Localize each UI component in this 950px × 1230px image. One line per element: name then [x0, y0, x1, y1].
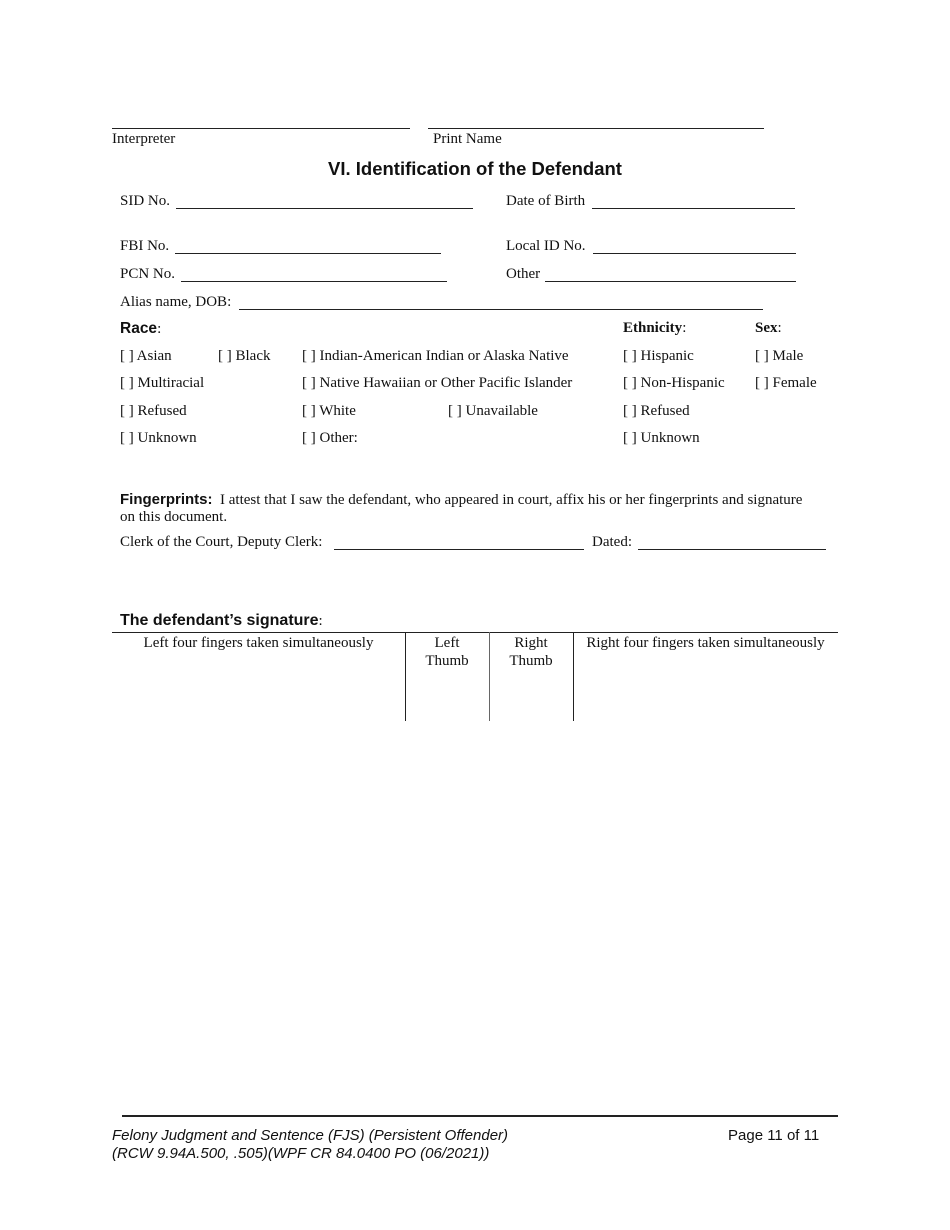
sid-label: SID No.	[120, 193, 171, 209]
footer-page-number: Page 11 of 11	[728, 1127, 820, 1144]
footer-form-title: Felony Judgment and Sentence (FJS) (Persistent Offender)	[112, 1127, 509, 1144]
right-thumb-box[interactable]	[489, 634, 573, 670]
dob-label: Date of Birth	[506, 193, 586, 209]
fingerprints-label: Fingerprints:	[120, 491, 213, 508]
signature-heading	[120, 612, 323, 630]
left-thumb-label-1: Left	[434, 635, 460, 651]
dated-field[interactable]	[638, 549, 826, 550]
ethnicity-label: Ethnicity	[623, 320, 683, 336]
ethnicity-unknown-checkbox[interactable]: [ ] Unknown	[623, 430, 700, 446]
section-title: VI. Identification of the Defendant	[328, 158, 622, 179]
race-asian-checkbox[interactable]: [ ] Asian	[120, 348, 172, 364]
interpreter-signature-line[interactable]	[112, 128, 410, 129]
race-colon: :	[157, 321, 162, 337]
race-indian-checkbox[interactable]: [ ] Indian-American Indian or Alaska Native	[302, 348, 569, 364]
left-thumb-box[interactable]	[405, 634, 489, 670]
other-field[interactable]	[545, 281, 796, 282]
ethnicity-refused-checkbox[interactable]: [ ] Refused	[623, 403, 690, 419]
footer-form-code: (RCW 9.94A.500, .505)(WPF CR 84.0400 PO (06/2021))	[112, 1145, 490, 1162]
race-other-checkbox[interactable]: [ ] Other:	[302, 430, 358, 446]
race-white-checkbox[interactable]: [ ] White	[302, 403, 356, 419]
fbi-label: FBI No.	[120, 238, 170, 254]
local-id-label: Local ID No.	[506, 238, 586, 254]
race-unknown-checkbox[interactable]: [ ] Unknown	[120, 430, 197, 446]
other-label: Other	[506, 266, 541, 282]
signature-label: The defendant’s signature	[120, 612, 319, 629]
sex-label: Sex	[755, 320, 778, 336]
race-multiracial-checkbox[interactable]: [ ] Multiracial	[120, 375, 205, 391]
sid-field[interactable]	[176, 208, 473, 209]
ethnicity-hispanic-checkbox[interactable]: [ ] Hispanic	[623, 348, 694, 364]
signature-line[interactable]	[112, 632, 838, 633]
race-unavailable-checkbox[interactable]: [ ] Unavailable	[448, 403, 538, 419]
dated-label: Dated:	[592, 534, 632, 550]
ethnicity-colon: :	[682, 320, 687, 336]
clerk-signature-field[interactable]	[334, 549, 584, 550]
right-thumb-label-1: Right	[514, 635, 548, 651]
sex-heading	[755, 320, 782, 337]
right-four-fingers-box[interactable]: Right four fingers taken simultaneously	[586, 635, 825, 651]
ethnicity-heading	[623, 320, 686, 337]
fingerprints-text-line2: on this document.	[120, 509, 228, 525]
fingerprints-text-line1: I attest that I saw the defendant, who appeared in court, affix his or her fingerprints and signature	[220, 492, 803, 508]
race-hawaiian-checkbox[interactable]: [ ] Native Hawaiian or Other Pacific Islander	[302, 375, 573, 391]
print-name-label: Print Name	[433, 131, 502, 147]
signature-colon: :	[318, 613, 323, 629]
local-id-field[interactable]	[593, 253, 796, 254]
clerk-label: Clerk of the Court, Deputy Clerk:	[120, 534, 323, 550]
fbi-field[interactable]	[175, 253, 441, 254]
right-thumb-label-2: Thumb	[509, 653, 553, 669]
print-name-line[interactable]	[428, 128, 764, 129]
left-four-fingers-box[interactable]: Left four fingers taken simultaneously	[143, 635, 374, 651]
pcn-label: PCN No.	[120, 266, 176, 282]
footer-rule	[122, 1115, 838, 1117]
sex-female-checkbox[interactable]: [ ] Female	[755, 375, 817, 391]
dob-field[interactable]	[592, 208, 795, 209]
sex-male-checkbox[interactable]: [ ] Male	[755, 348, 804, 364]
pcn-field[interactable]	[181, 281, 447, 282]
alias-label: Alias name, DOB:	[120, 294, 232, 310]
interpreter-label: Interpreter	[112, 131, 176, 147]
race-refused-checkbox[interactable]: [ ] Refused	[120, 403, 187, 419]
race-label: Race	[120, 320, 158, 337]
left-thumb-label-2: Thumb	[425, 653, 469, 669]
race-heading	[120, 320, 161, 338]
ethnicity-non-hispanic-checkbox[interactable]: [ ] Non-Hispanic	[623, 375, 725, 391]
race-black-checkbox[interactable]: [ ] Black	[218, 348, 271, 364]
fingerprints-attestation	[120, 491, 802, 509]
alias-field[interactable]	[239, 309, 763, 310]
sex-colon: :	[777, 320, 782, 336]
